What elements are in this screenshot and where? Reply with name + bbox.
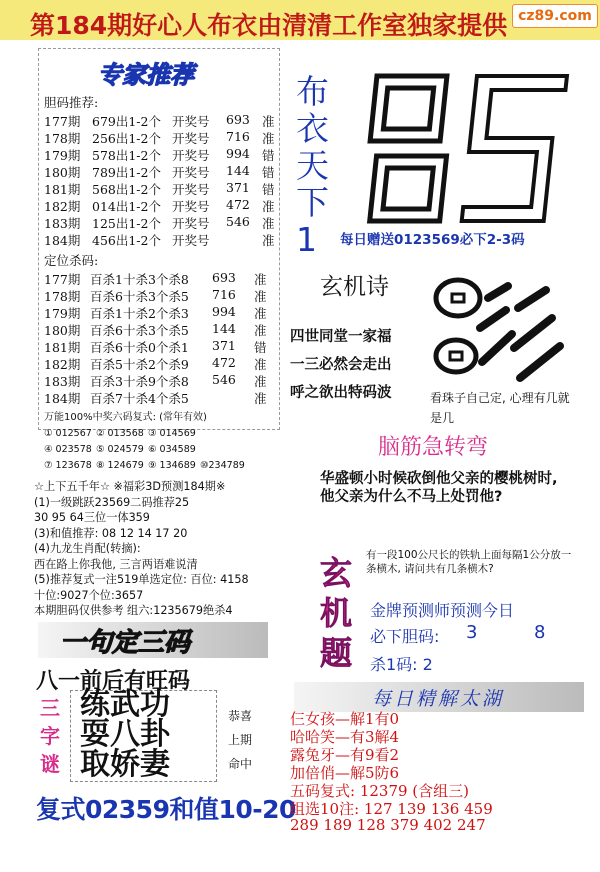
dan-issue: 183期	[44, 216, 81, 231]
kill-issue: 181期	[44, 340, 81, 355]
kill-text: 百杀6十杀0个杀1	[90, 340, 189, 355]
dan-result: 错	[262, 165, 275, 180]
watermark-badge: cz89.com	[512, 4, 598, 28]
dan-text: 014出1-2个	[92, 199, 161, 214]
dan-result: 错	[262, 148, 275, 163]
kill-num: 693	[212, 270, 236, 285]
kill-result: 准	[254, 357, 267, 372]
wan-title: 万能100%中奖六码复式: (常年有效)	[44, 412, 207, 423]
kill-num: 371	[212, 338, 236, 353]
kill-result: 错	[254, 340, 267, 355]
dan-result: 准	[262, 233, 275, 248]
kill-text: 百杀7十杀4个杀5	[90, 391, 189, 406]
kill-title: 定位杀码:	[44, 253, 99, 268]
taihu-line: 哈哈笑—有3解4	[290, 728, 400, 746]
bottom-left-line: (1)一级跳跃23569二码推荐25	[34, 495, 190, 509]
xuanji-dan2: 8	[534, 622, 546, 643]
kill-text: 百杀3十杀9个杀8	[90, 374, 189, 389]
zimi-word-1: 练武功	[80, 687, 170, 722]
bottom-left-line: (3)和值推荐: 08 12 14 17 20	[34, 526, 188, 540]
dan-text: 578出1-2个	[92, 148, 161, 163]
poem-line: 呼之欲出特码波	[290, 385, 392, 401]
dan-text: 568出1-2个	[92, 182, 161, 197]
zimi-char-3: 谜	[40, 752, 60, 776]
dan-num: 144	[226, 163, 250, 178]
kill-text: 百杀6十杀3个杀5	[90, 289, 189, 304]
kill-issue: 177期	[44, 272, 81, 287]
zimi-word-3: 取娇妻	[80, 747, 170, 782]
dan-label: 开奖号	[172, 114, 210, 129]
buyi-char: 天	[296, 146, 329, 185]
kill-num: 994	[212, 304, 236, 319]
kill-issue: 178期	[44, 289, 81, 304]
wan-code: ⑨ 134689	[148, 460, 196, 471]
buyi-char: 布	[296, 72, 329, 111]
wan-code: ⑦ 123678	[44, 460, 92, 471]
taihu-line: 加倍俏—解5防6	[290, 764, 400, 782]
wan-code: ⑩234789	[200, 460, 245, 471]
kill-issue: 179期	[44, 306, 81, 321]
poem-line: 一三必然会走出	[290, 357, 392, 373]
zimi-char-1: 三	[40, 696, 60, 720]
buyi-char: 1	[296, 220, 317, 259]
xuanji-title	[318, 548, 360, 672]
dan-issue: 181期	[44, 182, 81, 197]
bottom-left-line: (4)九龙生肖配(转摘):	[34, 542, 141, 555]
page-title: 第184期好心人布衣由清清工作室独家提供	[30, 11, 508, 40]
zimi-char-2: 字	[40, 724, 60, 748]
yiju-phrase: 八一前后有旺码	[36, 668, 191, 694]
poem-caption: 看珠子自己定, 心理有几就是几	[430, 391, 570, 425]
bottom-left-line: 西在路上你我他, 三言两语难说清	[34, 557, 198, 571]
dan-issue: 184期	[44, 233, 81, 248]
xuanji-line3: 杀1码: 2	[370, 655, 433, 674]
dan-text: 125出1-2个	[92, 216, 161, 231]
bead-icon	[428, 268, 578, 388]
xuanji-question: 有一段100公尺长的铁轨上面每隔1公分放一条横木, 请问共有几条横木?	[366, 549, 572, 575]
yiju-banner: 一句定三码	[60, 628, 191, 658]
wan-code: ① 012567	[44, 428, 92, 439]
wan-code: ② 013568	[96, 428, 144, 439]
kill-result: 准	[254, 323, 267, 338]
xuanji-char-2: 机	[320, 594, 353, 632]
dan-num: 472	[226, 197, 250, 212]
dan-label: 开奖号	[172, 216, 210, 231]
dan-result: 准	[262, 199, 275, 214]
buyi-char: 衣	[296, 109, 329, 148]
dan-label: 开奖号	[172, 199, 210, 214]
taihu-banner: 每日精解太湖	[372, 688, 505, 710]
kill-result: 准	[254, 391, 267, 406]
dan-label: 开奖号	[172, 131, 210, 146]
buyi-daily: 每日赠送0123569必下2-3码	[340, 232, 525, 248]
kill-num: 546	[212, 372, 236, 387]
dan-num: 994	[226, 146, 250, 161]
wan-code: ③ 014569	[148, 428, 196, 439]
kill-text: 百杀1十杀2个杀3	[90, 306, 189, 321]
kill-result: 准	[254, 374, 267, 389]
congrats	[228, 704, 252, 776]
dan-issue: 178期	[44, 131, 81, 146]
kill-issue: 183期	[44, 374, 81, 389]
dan-num: 716	[226, 129, 250, 144]
kill-text: 百杀5十杀2个杀9	[90, 357, 189, 372]
buyi-char: 下	[296, 183, 329, 222]
dan-label: 开奖号	[172, 165, 210, 180]
xuanji-char-1: 玄	[320, 554, 353, 592]
taihu-zuxuan2: 289 189 128 379 402 247	[290, 816, 486, 834]
bottom-left-line: 十位:9027个位:3657	[34, 588, 144, 602]
dan-result: 准	[262, 216, 275, 231]
wan-code: ⑥ 034589	[148, 444, 196, 455]
xuanji-char-3: 题	[320, 634, 353, 672]
zimi-side	[40, 694, 64, 778]
zimi-word-2: 耍八卦	[80, 717, 170, 752]
expert-banner: 专家推荐	[98, 60, 194, 89]
taihu-wuma: 五码复式: 12379 (含组三)	[290, 782, 470, 800]
congrats-3: 命中	[228, 757, 253, 771]
dan-label: 开奖号	[172, 148, 210, 163]
kill-result: 准	[254, 306, 267, 321]
dan-issue: 177期	[44, 114, 81, 129]
dan-result: 准	[262, 131, 275, 146]
bottom-left-line: 本期胆码仅供参考 组六:1235679绝杀4	[34, 604, 233, 617]
riddle-banner	[378, 430, 488, 461]
poem-line: 四世同堂一家福	[290, 329, 392, 345]
bottom-left-line: 30 95 64三位一体359	[34, 511, 150, 524]
kill-issue: 182期	[44, 357, 81, 372]
kill-result: 准	[254, 289, 267, 304]
fushi-line: 复式02359和值10-20	[36, 795, 296, 824]
poem-title: 玄机诗	[320, 274, 389, 300]
kill-issue: 180期	[44, 323, 81, 338]
dan-text: 789出1-2个	[92, 165, 161, 180]
dan-text: 256出1-2个	[92, 131, 161, 146]
xuanji-line1: 金牌预测师预测今日	[370, 601, 515, 620]
dan-issue: 182期	[44, 199, 81, 214]
dan-issue: 179期	[44, 148, 81, 163]
kill-num: 716	[212, 287, 236, 302]
riddle-banner-text: 脑筋急转弯	[378, 435, 489, 460]
wan-code: ⑤ 024579	[96, 444, 144, 455]
dan-result: 准	[262, 114, 275, 129]
dan-issue: 180期	[44, 165, 81, 180]
taihu-line: 仨女孩—解1有0	[290, 710, 400, 728]
dan-text: 679出1-2个	[92, 114, 161, 129]
bottom-left-line: ☆上下五千年☆ ※福彩3D预测184期※	[34, 480, 226, 493]
kill-num: 472	[212, 355, 236, 370]
dan-num: 546	[226, 214, 250, 229]
wan-code: ④ 023578	[44, 444, 92, 455]
taihu-line: 露兔牙—有9看2	[290, 746, 400, 764]
kill-num: 144	[212, 321, 236, 336]
xuanji-line2-label: 必下胆码:	[370, 627, 440, 646]
bottom-left-line: (5)推荐复式一注519单选定位: 百位: 4158	[34, 573, 249, 586]
dan-num: 371	[226, 180, 250, 195]
dan-label: 开奖号	[172, 233, 210, 248]
wan-code: ⑧ 124679	[96, 460, 144, 471]
kill-text: 百杀6十杀3个杀5	[90, 323, 189, 338]
congrats-2: 上期	[228, 733, 253, 747]
kill-text: 百杀1十杀3个杀8	[90, 272, 189, 287]
kill-issue: 184期	[44, 391, 81, 406]
xuanji-dan1: 3	[466, 622, 478, 643]
congrats-1: 恭喜	[228, 709, 253, 723]
kill-result: 准	[254, 272, 267, 287]
taihu-zuxuan: 组选10注: 127 139 136 459	[290, 800, 493, 818]
zimi-words	[80, 687, 170, 782]
dan-text: 456出1-2个	[92, 233, 161, 248]
dan-title: 胆码推荐:	[44, 95, 99, 110]
dan-label: 开奖号	[172, 182, 210, 197]
dan-result: 错	[262, 182, 275, 197]
big-number-85	[338, 66, 578, 234]
dan-num: 693	[226, 112, 250, 127]
riddle-text: 华盛顿小时候砍倒他父亲的樱桃树时, 他父亲为什么不马上处罚他?	[320, 471, 558, 505]
